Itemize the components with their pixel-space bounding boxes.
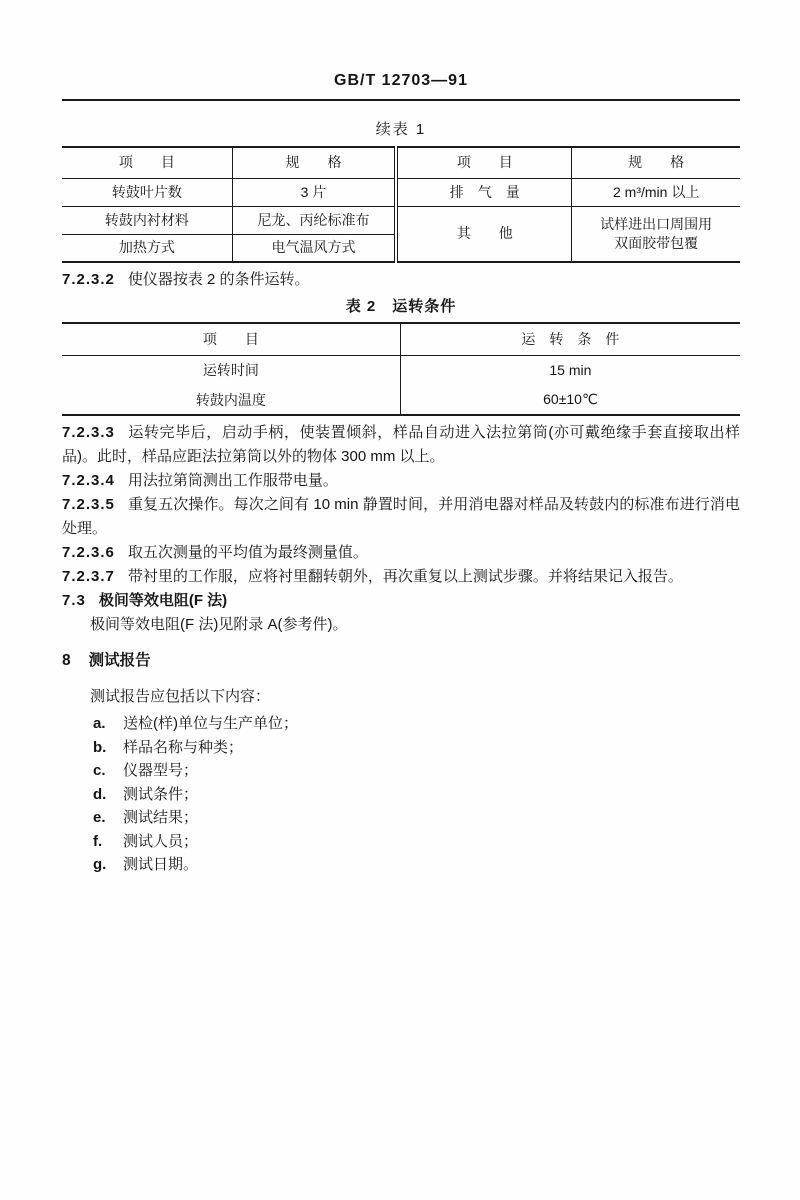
report-items-list: [62, 712, 740, 877]
table1-header-spec-right: 规 格: [572, 147, 740, 178]
header-rule: [62, 99, 740, 101]
list-letter: g.: [93, 856, 107, 873]
table1-cell: 加热方式: [62, 234, 232, 262]
clause-number: 7.2.3.7: [62, 568, 115, 585]
doc-number: GB/T 12703—91: [334, 72, 468, 89]
table1-cell-other: 其 他: [396, 206, 572, 262]
list-text: 测试结果；: [123, 809, 199, 826]
clause-number: 7.2.3.3: [62, 424, 115, 441]
paragraph: [62, 421, 740, 469]
table-row: [62, 147, 740, 178]
list-item: [62, 712, 740, 736]
table2-cell: 转鼓内温度: [62, 385, 400, 415]
table1-cell: 排 气 量: [396, 178, 572, 206]
table1-cell-other-spec: [572, 206, 740, 262]
list-letter: c.: [93, 762, 106, 779]
list-item: [62, 806, 740, 830]
section-number: 8: [62, 652, 71, 669]
clause-number: 7.3: [62, 592, 86, 609]
table2-header-item: 项 目: [62, 323, 400, 355]
table1-cell: 3 片: [232, 178, 396, 206]
clause-text: 使仪器按表 2 的条件运转。: [127, 271, 310, 288]
paragraph: 极间等效电阻(F 法)见附录 A(参考件)。: [90, 616, 348, 633]
paragraph: [62, 541, 740, 565]
table-row: [62, 385, 740, 415]
heading-7-3: [62, 589, 740, 613]
table2-caption: 表 2 运转条件: [345, 298, 457, 315]
table1-header-spec-left: 规 格: [232, 147, 396, 178]
table2-operating-conditions: [62, 322, 740, 416]
report-intro: 测试报告应包括以下内容：: [90, 688, 271, 705]
clause-7232: [62, 268, 740, 292]
list-text: 测试条件；: [123, 785, 199, 803]
table1-cell-line: 试样进出口周围用: [600, 215, 713, 232]
table2-cell: 15 min: [549, 362, 592, 379]
clause-text: 取五次测量的平均值为最终测量值。: [127, 544, 368, 561]
list-text: 测试人员；: [123, 832, 199, 850]
table1-cell: 电气温风方式: [232, 234, 396, 262]
list-item: [62, 759, 740, 783]
table1-header-item-right: 项 目: [396, 147, 572, 178]
table-row: [62, 355, 740, 385]
table2-cell: 运转时间: [62, 355, 400, 385]
list-letter: d.: [93, 785, 107, 803]
list-letter: a.: [93, 715, 106, 732]
heading-title: 极间等效电阻(F 法): [98, 592, 228, 609]
table-row: [62, 206, 740, 234]
table1-cell: 转鼓叶片数: [62, 178, 232, 206]
list-letter: b.: [93, 738, 107, 756]
clause-text: 运转完毕后，启动手柄，使装置倾斜，样品自动进入法拉第筒(亦可戴绝缘手套直接取出样品)。此时，样品应距法拉第筒以外的物体 300 mm 以上。: [62, 424, 740, 465]
list-text: 样品名称与种类；: [123, 738, 244, 756]
list-text: 仪器型号；: [123, 762, 199, 779]
list-item: [62, 736, 740, 760]
table-row: [62, 178, 740, 206]
section-title: 测试报告: [88, 652, 151, 669]
list-item: [62, 830, 740, 854]
table1-header-item-left: 项 目: [62, 147, 232, 178]
clause-text: 重复五次操作。每次之间有 10 min 静置时间，并用消电器对样品及转鼓内的标准布进行消电处理。: [62, 496, 740, 537]
table1-cell-line: 双面胶带包覆: [614, 234, 699, 251]
list-text: 测试日期。: [123, 856, 199, 873]
paragraph: [62, 268, 740, 292]
table1-cell: 转鼓内衬材料: [62, 206, 232, 234]
list-text: 送检(样)单位与生产单位；: [123, 715, 298, 732]
paragraph: [62, 469, 740, 493]
clause-number: 7.2.3.2: [62, 271, 115, 288]
list-letter: e.: [93, 809, 106, 826]
clauses-block: [62, 421, 740, 637]
clause-number: 7.2.3.4: [62, 472, 115, 489]
table2-header-condition: 运 转 条 件: [400, 323, 740, 355]
paragraph: [62, 493, 740, 541]
clause-text: 带衬里的工作服，应将衬里翻转朝外，再次重复以上测试步骤。并将结果记入报告。: [127, 568, 683, 585]
heading-8: [62, 648, 740, 670]
clause-number: 7.2.3.6: [62, 544, 115, 561]
table1-cell: 尼龙、丙纶标准布: [232, 206, 396, 234]
table1-caption: 续表 1: [375, 121, 427, 138]
paragraph: [62, 565, 740, 589]
clause-number: 7.2.3.5: [62, 496, 115, 513]
table1-continued: [62, 146, 740, 263]
list-letter: f.: [93, 832, 103, 850]
table2-cell: 60±10℃: [543, 391, 598, 407]
clause-text: 用法拉第筒测出工作服带电量。: [127, 472, 338, 489]
list-item: [62, 783, 740, 807]
table1-cell: 2 m³/min 以上: [572, 178, 740, 206]
table-row: [62, 323, 740, 355]
list-item: [62, 853, 740, 877]
